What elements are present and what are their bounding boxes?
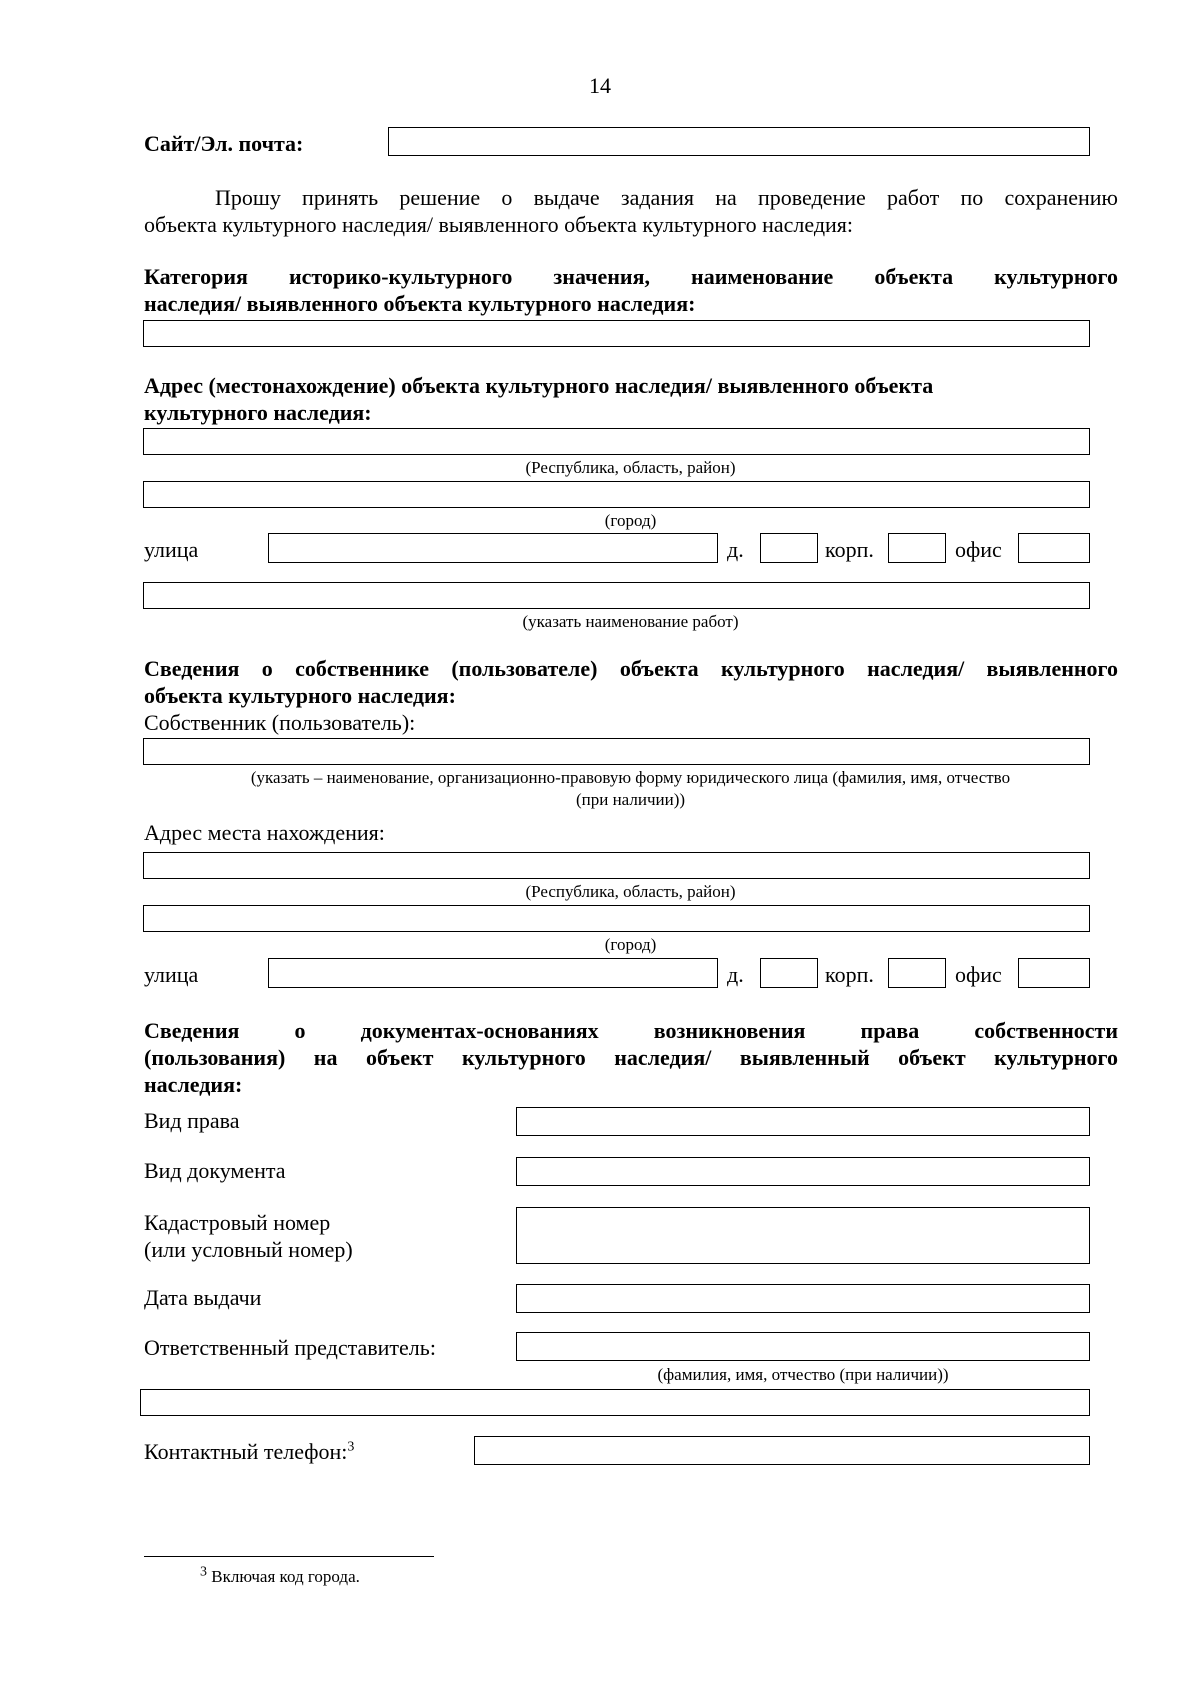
doc-type-input[interactable] [516, 1157, 1090, 1186]
owner-street-label: улица [144, 962, 199, 987]
cadastral-label-line-2: (или условный номер) [144, 1237, 353, 1262]
documents-heading-line-1: Сведения о документах-основаниях возникновения права собственности [144, 1018, 1118, 1043]
footnote-text: Включая код города. [211, 1567, 360, 1586]
address-house-input[interactable] [760, 533, 818, 563]
owner-caption-line-2: (при наличии)) [575, 790, 686, 809]
doc-type-label: Вид документа [144, 1158, 286, 1183]
owner-house-label: д. [727, 962, 744, 987]
owner-location-label: Адрес места нахождения: [144, 820, 385, 845]
representative-label: Ответственный представитель: [144, 1335, 436, 1360]
address-building-input[interactable] [888, 533, 946, 563]
issue-date-input[interactable] [516, 1284, 1090, 1313]
request-line-2: объекта культурного наследия/ выявленного объекта культурного наследия: [144, 212, 854, 237]
right-type-label: Вид права [144, 1108, 240, 1133]
owner-heading-line-2: объекта культурного наследия: [144, 683, 456, 708]
phone-footnote-mark: 3 [347, 1439, 355, 1455]
category-heading-line-2: наследия/ выявленного объекта культурного наследия: [144, 291, 696, 316]
works-name-caption: (указать наименование работ) [522, 612, 739, 631]
representative-caption: (фамилия, имя, отчество (при наличии)) [657, 1365, 949, 1384]
footnote-divider [144, 1556, 434, 1557]
page-number: 14 [589, 73, 611, 98]
owner-heading-line-1: Сведения о собственнике (пользователе) объекта культурного наследия/ выявленного [144, 656, 1118, 681]
owner-region-caption: (Республика, область, район) [525, 882, 736, 901]
site-email-input[interactable] [388, 127, 1090, 156]
category-heading-line-1: Категория историко-культурного значения, наименование объекта культурного [144, 264, 1118, 289]
owner-city-input[interactable] [143, 905, 1090, 932]
owner-caption-line-1: (указать – наименование, организационно-правовую форму юридического лица (фамилия, имя, отчество [250, 768, 1011, 787]
address-street-input[interactable] [268, 533, 718, 563]
owner-building-input[interactable] [888, 958, 946, 988]
owner-street-input[interactable] [268, 958, 718, 988]
phone-input[interactable] [474, 1436, 1090, 1465]
address-city-input[interactable] [143, 481, 1090, 508]
address-office-input[interactable] [1018, 533, 1090, 563]
address-heading-line-2: культурного наследия: [144, 400, 372, 425]
address-region-input[interactable] [143, 428, 1090, 455]
owner-office-label: офис [955, 962, 1002, 987]
address-heading-line-1: Адрес (местонахождение) объекта культурного наследия/ выявленного объекта [144, 373, 934, 398]
phone-label-text: Контактный телефон: [144, 1439, 348, 1464]
address-region-caption: (Республика, область, район) [525, 458, 736, 477]
address-house-label: д. [727, 537, 744, 562]
cadastral-number-input[interactable] [516, 1207, 1090, 1264]
request-line-1: Прошу принять решение о выдаче задания на проведение работ по сохранению [215, 185, 1118, 210]
phone-label [144, 1438, 354, 1466]
footnote [200, 1564, 360, 1587]
owner-region-input[interactable] [143, 852, 1090, 879]
address-office-label: офис [955, 537, 1002, 562]
representative-input[interactable] [516, 1332, 1090, 1361]
works-name-input[interactable] [143, 582, 1090, 609]
site-email-label: Сайт/Эл. почта: [144, 131, 304, 156]
right-type-input[interactable] [516, 1107, 1090, 1136]
documents-heading-line-2: (пользования) на объект культурного наследия/ выявленный объект культурного [144, 1045, 1118, 1070]
address-city-caption: (город) [604, 511, 657, 530]
owner-office-input[interactable] [1018, 958, 1090, 988]
cadastral-label-line-1: Кадастровый номер [144, 1210, 331, 1235]
owner-house-input[interactable] [760, 958, 818, 988]
representative-extra-input[interactable] [140, 1389, 1090, 1416]
address-building-label: корп. [825, 537, 874, 562]
category-name-input[interactable] [143, 320, 1090, 347]
owner-label: Собственник (пользователь): [144, 710, 416, 735]
issue-date-label: Дата выдачи [144, 1285, 262, 1310]
owner-building-label: корп. [825, 962, 874, 987]
owner-city-caption: (город) [604, 935, 657, 954]
address-street-label: улица [144, 537, 199, 562]
owner-input[interactable] [143, 738, 1090, 765]
documents-heading-line-3: наследия: [144, 1072, 243, 1097]
footnote-mark: 3 [200, 1564, 207, 1580]
